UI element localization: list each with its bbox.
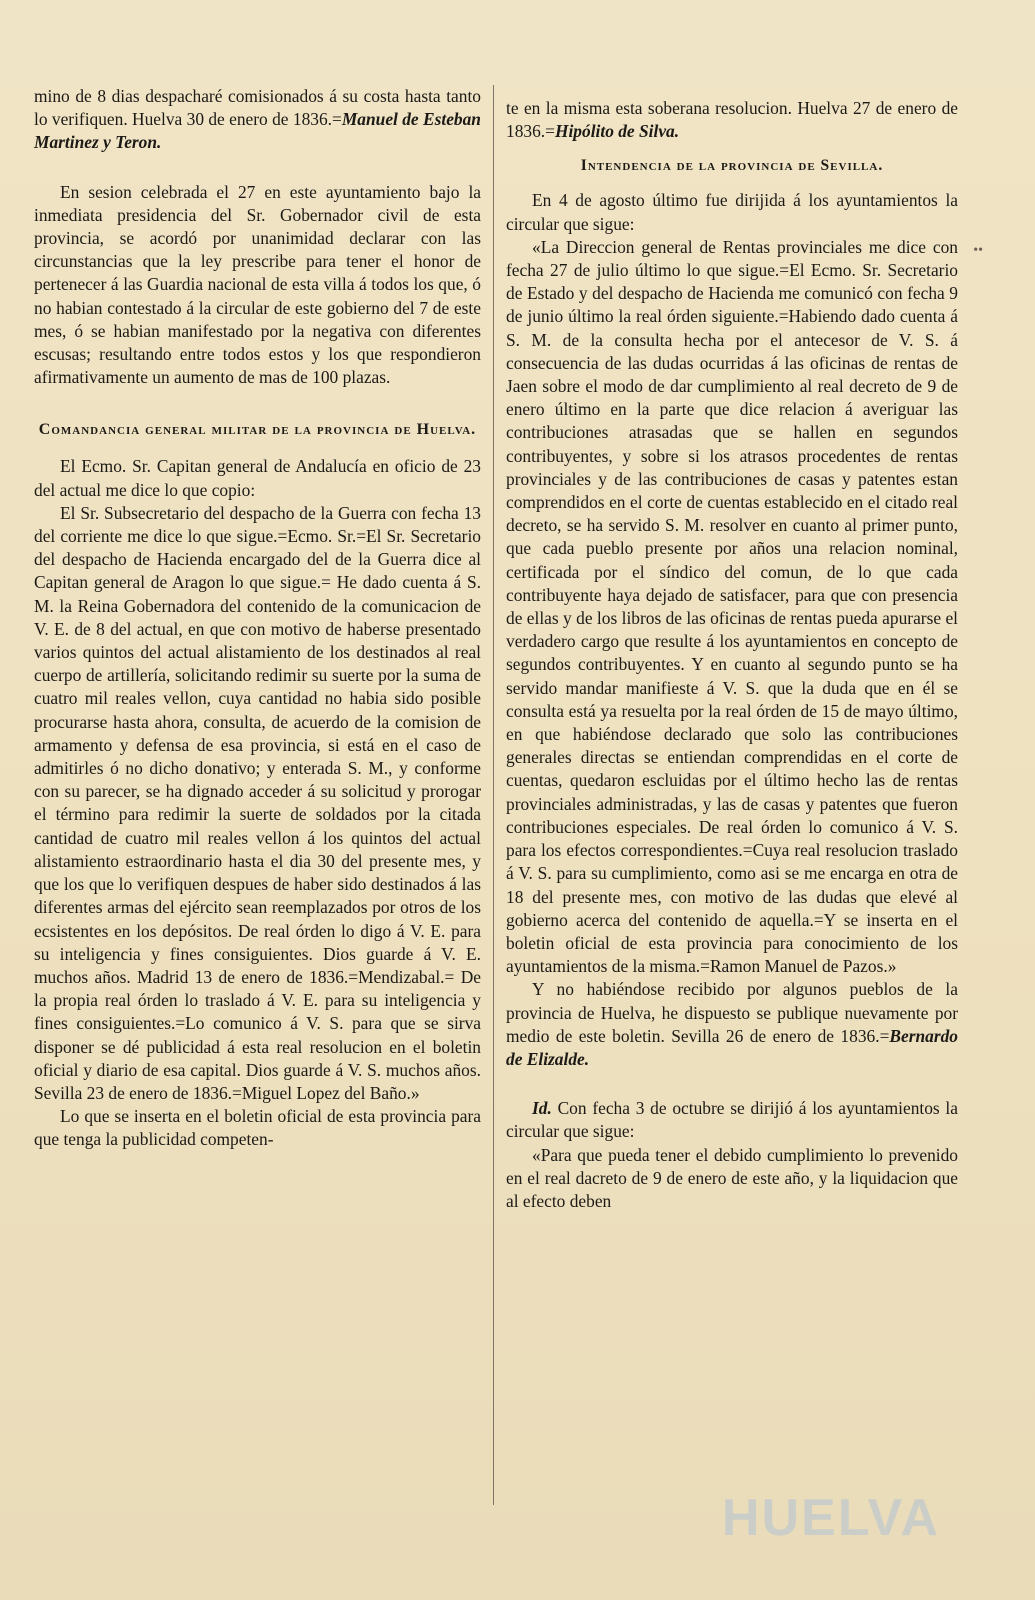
right-paragraph-5: [506, 1097, 958, 1143]
right-p4-text: Y no habiéndose recibido por algunos pueblos de la provincia de Huelva, he dispuesto se publique nuevamente por medio de este boletin. Sevilla 26 de enero de 1836.: [506, 979, 958, 1046]
right-paragraph-1: te en la misma esta soberana resolucion. Huelva 27 de enero de 1836.=Hipólito de Silva.: [506, 98, 958, 142]
left-p1-signature: Manuel de Esteban Martinez y Teron.: [34, 109, 481, 153]
left-section-heading: Comandancia general militar de la provincia de Huelva.: [38, 421, 477, 439]
right-paragraph-3: «La Direccion general de Rentas provinciales me dice con fecha 27 de julio último lo que sigue.=El Ecmo. Sr. Secretario de Estado y del despacho de Hacienda me comunicó con fecha 9 de junio último la real órden siguiente.=Habiendo dado cuenta á S. M. de la consulta hecha por el antecesor de V. S. á consecuencia de las dudas ocurridas á las oficinas de rentas de Jaen sobre el modo de dar cumplimiento al real decreto de 9 de enero último en la parte que dice relacion á averiguar las contribuciones atrasadas que se hallen en segundos contribuyentes, y sobre si los atrasos procedentes de rentas provinciales y de las contribuciones de casas y patentes estan comprendidos en el corte de cuentas establecido en el citado real decreto, se ha servido S. M. resolver en cuanto al primer punto, que cada pueblo presente por años una relacion nominal, certificada por el síndico del comun, de lo que cada contribuyente haya dejado de satisfacer, para que con presencia de ellas y de los libros de las oficinas de rentas pueda apurarse el verdadero cargo que resulte á los ayuntamientos en concepto de segundos contribuyentes. Y en cuanto al segundo punto se ha servido mandar manifieste á V. S. que la duda que en él se consulta está ya resuelta por la real órden de 15 de mayo último, en que habiéndose declarado que solo las contribuciones generales directas se entiendan comprendidas en el corte de cuentas, quedaron escluidas por el último hecho las de rentas provinciales administradas, y las de casas y patentes que fueron contribuciones especiales. De real órden lo comunico á V. S. para los efectos correspondientes.=Cuya real resolucion traslado á V. S. para su cumplimiento, como asi se me encarga en otra de 18 del presente mes, con motivo de las dudas que elevé al gobierno acerca del contenido de aquella.=Y se inserta en el boletin oficial de esta provincia para conocimiento de los ayuntamientos de la misma.=Ramon Manuel de Pazos.»: [506, 236, 958, 977]
left-paragraph-4: Lo que se inserta en el boletin oficial de esta provincia para que tenga la publicidad competen-: [34, 1106, 481, 1150]
right-p4-signature: Bernardo de Elizalde.: [506, 1025, 958, 1069]
right-column: [506, 97, 958, 1213]
left-paragraph-2: En sesion celebrada el 27 en este ayuntamiento bajo la inmediata presidencia del Sr. Gobernador civil de esta provincia, se acordó por unanimidad declarar con las circunstancias que la ley prescribe para tener el honor de pertenecer á las Guardia nacional de esta villa á todos los que, ó no habian contestado á la circular de este gobierno del 7 de este mes, ó se habian manifestado por la negativa con diferentes escusas; resultando entre todos estos y los que respondieron afirmativamente un aumento de mas de 100 plazas.: [34, 181, 481, 388]
column-divider: [493, 85, 494, 1505]
right-paragraph-4: Y no habiéndose recibido por algunos pueblos de la provincia de Huelva, he dispuesto se publique nuevamente por medio de este boletin. Sevilla 26 de enero de 1836.=Bernardo de Elizalde.: [506, 979, 958, 1069]
right-paragraph-6: «Para que pueda tener el debido cumplimiento lo prevenido en el real dacreto de 9 de enero de este año, y la liquidacion que al efecto deben: [506, 1144, 958, 1211]
left-paragraph-3-body: El Sr. Subsecretario del despacho de la Guerra con fecha 13 del corriente me dice lo que sigue.=Ecmo. Sr.=El Sr. Secretario del despacho de Hacienda encargado del de la Guerra dice al Capitan general de Aragon lo que sigue.= He dado cuenta á S. M. la Reina Gobernadora del contenido de la comunicacion de V. E. de 8 del actual, en que con motivo de haberse presentado varios quintos del actual alistamiento de los destinados al real cuerpo de artillería, solicitando redimir su suerte por la suma de cuatro mil reales vellon, cuya cantidad no habia sido posible procurarse hasta ahora, consulta, de acuerdo de la comision de armamento y defensa de esa provincia, si está en el caso de admitirles ó no dicho donativo; y enterada S. M., y conforme con su parecer, se ha dignado acceder á su solicitud y prorogar el término para redimir la suerte de soldados por la citada cantidad de cuatro mil reales vellon á los quintos del actual alistamiento estraordinario hasta el dia 30 del presente mes, y que los que lo verifiquen despues de haber sido destinados á las diferentes armas del ejército sean reemplazados por otros de los ecsistentes en los depósitos. De real órden lo digo á V. E. para su inteligencia y fines consiguientes. Dios guarde á V. E. muchos años. Madrid 13 de enero de 1836.=Mendizabal.= De la propia real órden lo traslado á V. E. para su inteligencia y fines consiguientes.=Lo comunico á V. S. para que se sirva disponer se dé publicidad á esta real resolucion en el boletin oficial y diario de esa capital. Dios guarde á V. S. muchos años. Sevilla 23 de enero de 1836.=Miguel Lopez del Baño.»: [34, 502, 481, 1103]
left-paragraph-1: mino de 8 dias despacharé comisionados á su costa hasta tanto lo verifiquen. Huelva 30 de enero de 1836.=Manuel de Esteban Martinez y Teron.: [34, 86, 481, 153]
left-paragraph-3-intro: El Ecmo. Sr. Capitan general de Andalucía en oficio de 23 del actual me dice lo que copio:: [34, 456, 481, 500]
right-p1-text: te en la misma esta soberana resolucion. Huelva 27 de enero de 1836.: [506, 98, 958, 142]
right-p5-label: Id.: [532, 1098, 552, 1119]
margin-mark-icon: ••: [973, 243, 983, 258]
right-p5-text: Con fecha 3 de octubre se dirijió á los ayuntamientos la circular que sigue:: [506, 1098, 958, 1142]
left-p1-text: mino de 8 dias despacharé comisionados á su costa hasta tanto lo verifiquen. Huelva 30 de enero de 1836.: [34, 86, 481, 130]
right-p1-signature: Hipólito de Silva.: [554, 121, 680, 142]
left-column: [34, 85, 481, 1152]
right-section-heading: Intendencia de la provincia de Sevilla.: [580, 157, 884, 175]
watermark: HUELVA: [721, 1489, 940, 1547]
right-paragraph-2: En 4 de agosto último fue dirijida á los ayuntamientos la circular que sigue:: [506, 190, 958, 234]
